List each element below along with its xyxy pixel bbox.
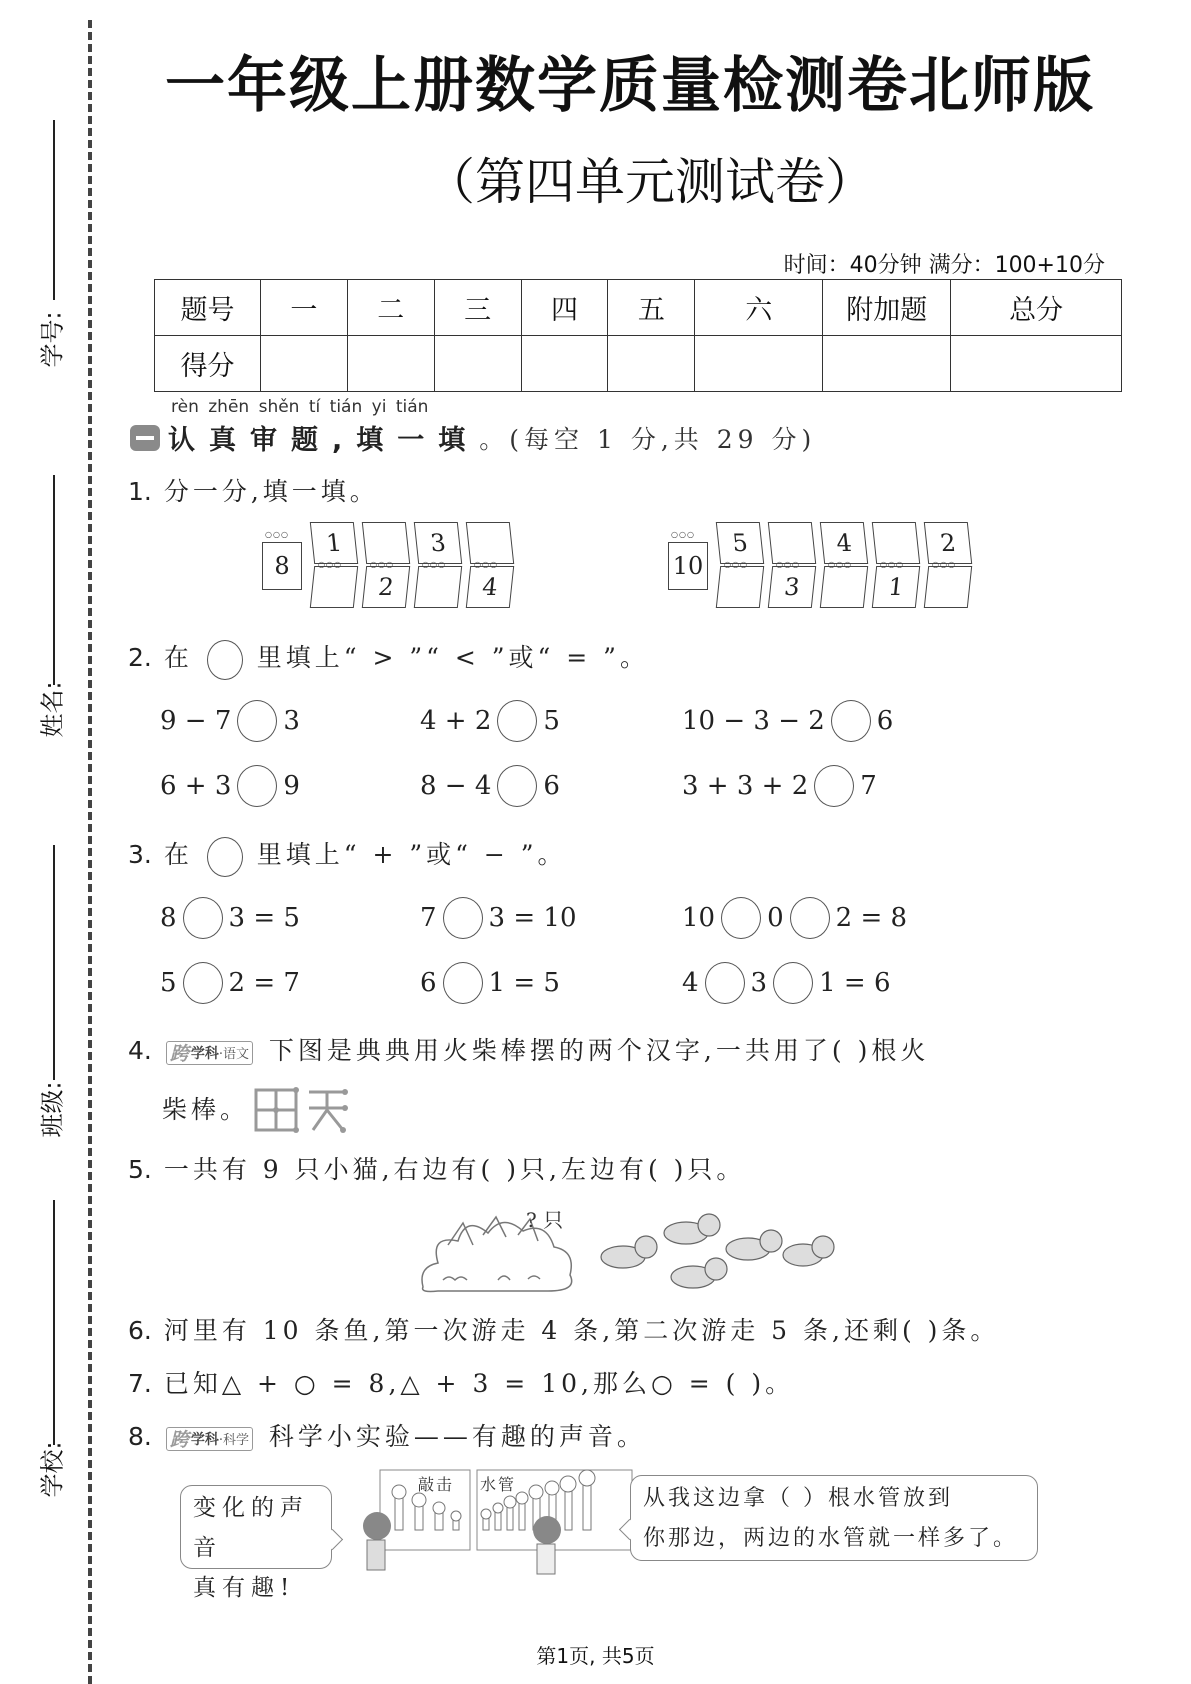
- split-bottom-cell[interactable]: [310, 566, 358, 608]
- expression-part: 1 = 6: [819, 968, 891, 998]
- answer-circle[interactable]: [183, 897, 223, 939]
- bubble-line: 变化的声音: [193, 1495, 309, 1561]
- section-score-note: 。(每空 1 分,共 29 分): [479, 424, 817, 454]
- answer-circle[interactable]: [790, 897, 830, 939]
- binding-dashed-line: [88, 20, 92, 1684]
- circle-icon: [207, 640, 243, 680]
- score-input-cell[interactable]: [608, 336, 695, 392]
- expression-part: 2 = 7: [228, 968, 300, 998]
- split-bottom-cell: 2: [362, 566, 410, 608]
- answer-circle[interactable]: [237, 765, 277, 807]
- bubble-line: 真有趣!: [193, 1575, 296, 1601]
- question-text: 科学小实验——有趣的声音。: [268, 1422, 646, 1451]
- calendar-split-card: [770, 522, 818, 610]
- binding-field-label: 学校:: [38, 1441, 67, 1498]
- matchstick-characters-icon: [253, 1086, 363, 1134]
- bubble-line: 你那边，两边的水管就一样多了。: [643, 1526, 1019, 1551]
- binding-field-label: 班级:: [38, 1081, 67, 1138]
- expression-part: 7: [420, 903, 437, 933]
- score-input-cell[interactable]: [347, 336, 434, 392]
- expression-right: 6: [543, 771, 560, 801]
- split-top-cell: 5: [716, 522, 764, 564]
- question-text: 在: [163, 840, 193, 869]
- hidden-cats-label: ? 只: [526, 1208, 564, 1232]
- split-top-cell[interactable]: [362, 522, 410, 564]
- split-bottom-cell[interactable]: [716, 566, 764, 608]
- calendar-split-card: [312, 522, 360, 610]
- expression-part: 6: [420, 968, 437, 998]
- calendar-total: ○○○ 10: [668, 542, 708, 590]
- question-number: 7.: [128, 1369, 152, 1398]
- page-title: 一年级上册数学质量检测卷北师版: [165, 51, 1095, 121]
- calendar-rings-icon: ○○○: [776, 560, 800, 569]
- split-top-cell[interactable]: [466, 522, 514, 564]
- expression-right: 3: [283, 706, 300, 736]
- question-text: 一共有 9 只小猫,右边有( )只,左边有( )只。: [163, 1155, 746, 1184]
- score-table-header-row: [155, 280, 1122, 336]
- section-title: 认真审题,填一填: [168, 425, 480, 456]
- tag-kua: 跨: [169, 1043, 189, 1065]
- panel-label-tap: 敲击: [418, 1475, 455, 1494]
- tag-xueke: 学科: [190, 1431, 219, 1448]
- score-table: [154, 279, 1122, 392]
- question-number: 5.: [128, 1155, 152, 1184]
- speech-bubble-girl: [180, 1485, 332, 1601]
- answer-circle[interactable]: [497, 765, 537, 807]
- question-8: [128, 1417, 646, 1453]
- question-number: 8.: [128, 1422, 152, 1451]
- split-top-cell: 4: [820, 522, 868, 564]
- answer-circle[interactable]: [773, 962, 813, 1004]
- question-text: 里填上“ > ”“ < ”或“ = ”。: [256, 643, 649, 672]
- score-input-cell[interactable]: [434, 336, 521, 392]
- answer-circle[interactable]: [831, 700, 871, 742]
- operator-expression: [682, 897, 907, 939]
- question-text: 下图是典典用火柴棒摆的两个汉字,一共用了( )根火: [268, 1036, 930, 1065]
- score-row-label: 得分: [155, 336, 261, 392]
- split-bottom-cell: 4: [466, 566, 514, 608]
- expression-right: 6: [876, 706, 894, 736]
- expression-part: 2 = 8: [835, 903, 908, 933]
- compare-expression: [420, 765, 560, 807]
- question-2: [128, 638, 649, 680]
- calendar-rings-icon: ○○○: [370, 560, 394, 569]
- section-pinyin: rèn zhēn shěn tí tián yi tián: [171, 397, 429, 417]
- calendar-split-card: [926, 522, 974, 610]
- split-bottom-cell[interactable]: [414, 566, 462, 608]
- score-cell-header: 附加题: [823, 280, 951, 336]
- binding-write-line[interactable]: [53, 1200, 55, 1445]
- split-top-cell: 1: [310, 522, 358, 564]
- calendar-rings-icon: ○○○: [422, 560, 446, 569]
- split-bottom-cell[interactable]: [924, 566, 972, 608]
- binding-write-line[interactable]: [53, 120, 55, 300]
- question-number: 4.: [128, 1036, 152, 1065]
- compare-expression: [420, 700, 560, 742]
- bubble-line: 从我这边拿（ ）根水管放到: [643, 1486, 953, 1511]
- expression-right: 9: [283, 771, 300, 801]
- calendar-split-card: [416, 522, 464, 610]
- expression-left: 9 − 7: [160, 706, 232, 736]
- binding-write-line[interactable]: [53, 475, 55, 685]
- expression-part: 0: [767, 903, 784, 933]
- answer-circle[interactable]: [814, 765, 854, 807]
- score-cell-header: 六: [695, 280, 823, 336]
- question-number: 6.: [128, 1316, 152, 1345]
- split-bottom-cell: 1: [872, 566, 920, 608]
- tag-xueke: 学科: [190, 1045, 219, 1062]
- calendar-rings-icon: ○○○: [880, 560, 904, 569]
- time-and-score-info: 时间：40分钟 满分：100+10分: [783, 253, 1105, 278]
- question-text: 在: [163, 643, 193, 672]
- expression-part: 5: [160, 968, 177, 998]
- tag-subject: ·科学: [218, 1433, 249, 1448]
- answer-circle[interactable]: [721, 897, 761, 939]
- score-table-score-row: [155, 336, 1122, 392]
- section-heading: [130, 418, 816, 457]
- circle-icon: [207, 837, 243, 877]
- split-top-cell: 3: [414, 522, 462, 564]
- binding-field-label: 学号:: [38, 311, 67, 368]
- question-6: [128, 1311, 999, 1347]
- cross-subject-tag: [166, 1041, 253, 1065]
- question-5: [128, 1150, 745, 1186]
- split-top-cell[interactable]: [768, 522, 816, 564]
- question-4: [128, 1031, 929, 1067]
- expression-left: 4 + 2: [420, 706, 492, 736]
- expression-right: 5: [543, 706, 560, 736]
- calendar-split-card: [822, 522, 870, 610]
- question-text: 分一分,填一填。: [163, 477, 379, 506]
- score-cell-label: 题号: [155, 280, 261, 336]
- split-bottom-cell: 3: [768, 566, 816, 608]
- split-top-cell: 2: [924, 522, 972, 564]
- compare-expression: [682, 700, 893, 742]
- tag-subject: ·语文: [218, 1047, 249, 1062]
- question-text: 里填上“ + ”或“ − ”。: [256, 840, 567, 869]
- expression-left: 3 + 3 + 2: [682, 771, 809, 801]
- answer-circle[interactable]: [497, 700, 537, 742]
- calendar-rings-icon: ○○○: [724, 560, 748, 569]
- expression-right: 7: [860, 771, 877, 801]
- calendar-split-card: [364, 522, 412, 610]
- calendar-rings-icon: ○○○: [828, 560, 852, 569]
- question-4-line2: 柴棒。: [162, 1095, 250, 1124]
- compare-expression: [160, 700, 300, 742]
- expression-part: 3 = 5: [228, 903, 300, 933]
- question-number: 2.: [128, 643, 152, 672]
- split-bottom-cell[interactable]: [820, 566, 868, 608]
- operator-expression: [420, 897, 577, 939]
- score-input-cell[interactable]: [695, 336, 823, 392]
- operator-expression: [160, 962, 300, 1004]
- answer-circle[interactable]: [443, 897, 483, 939]
- expression-part: 3: [750, 968, 768, 998]
- expression-left: 10 − 3 − 2: [682, 706, 825, 736]
- expression-part: 10: [682, 903, 716, 933]
- expression-part: 4: [682, 968, 699, 998]
- score-input-cell[interactable]: [521, 336, 608, 392]
- question-7: [128, 1364, 794, 1400]
- score-input-cell[interactable]: [951, 336, 1122, 392]
- expression-part: 3 = 10: [488, 903, 577, 933]
- cross-subject-tag: [166, 1427, 253, 1451]
- expression-part: 1 = 5: [488, 968, 560, 998]
- expression-left: 8 − 4: [420, 771, 492, 801]
- question-number: 3.: [128, 840, 152, 869]
- calendar-split-card: [874, 522, 922, 610]
- operator-expression: [420, 962, 560, 1004]
- compare-expression: [160, 765, 300, 807]
- calendar-rings-icon: ○○○: [318, 560, 342, 569]
- score-cell-header: 四: [521, 280, 608, 336]
- score-input-cell[interactable]: [823, 336, 951, 392]
- answer-circle[interactable]: [443, 962, 483, 1004]
- panel-label-pipes: 水管: [480, 1475, 517, 1494]
- operator-expression: [682, 962, 891, 1004]
- score-cell-header: 一: [261, 280, 348, 336]
- bush-and-cats-illustration: [418, 1205, 838, 1295]
- binding-field-label: 姓名:: [38, 681, 67, 738]
- answer-circle[interactable]: [705, 962, 745, 1004]
- split-top-cell[interactable]: [872, 522, 920, 564]
- question-number: 1.: [128, 477, 152, 506]
- question-3: [128, 835, 567, 877]
- calendar-split-card: [718, 522, 766, 610]
- tag-kua: 跨: [169, 1429, 189, 1451]
- calendar-rings-icon: ○○○: [932, 560, 956, 569]
- compare-expression: [682, 765, 877, 807]
- question-text: 已知△ + ○ = 8,△ + 3 = 10,那么○ = ( )。: [163, 1369, 795, 1398]
- calendar-rings-icon: ○○○: [474, 560, 498, 569]
- expression-left: 6 + 3: [160, 771, 232, 801]
- page-number: 第1页, 共5页: [536, 1644, 655, 1668]
- score-cell-header: 总分: [951, 280, 1122, 336]
- question-1: [128, 472, 379, 508]
- calendar-total: ○○○ 8: [262, 542, 302, 590]
- score-cell-header: 二: [347, 280, 434, 336]
- answer-circle[interactable]: [183, 962, 223, 1004]
- answer-circle[interactable]: [237, 700, 277, 742]
- score-cell-header: 三: [434, 280, 521, 336]
- calendar-split-card: [468, 522, 516, 610]
- expression-part: 8: [160, 903, 177, 933]
- speech-bubble-boy: [630, 1475, 1038, 1561]
- page-subtitle: （第四单元测试卷）: [425, 153, 875, 211]
- score-cell-header: 五: [608, 280, 695, 336]
- score-input-cell[interactable]: [261, 336, 348, 392]
- operator-expression: [160, 897, 300, 939]
- binding-write-line[interactable]: [53, 845, 55, 1080]
- question-text: 河里有 10 条鱼,第一次游走 4 条,第二次游走 5 条,还剩( )条。: [163, 1316, 1000, 1345]
- section-number-badge-icon: [130, 425, 160, 451]
